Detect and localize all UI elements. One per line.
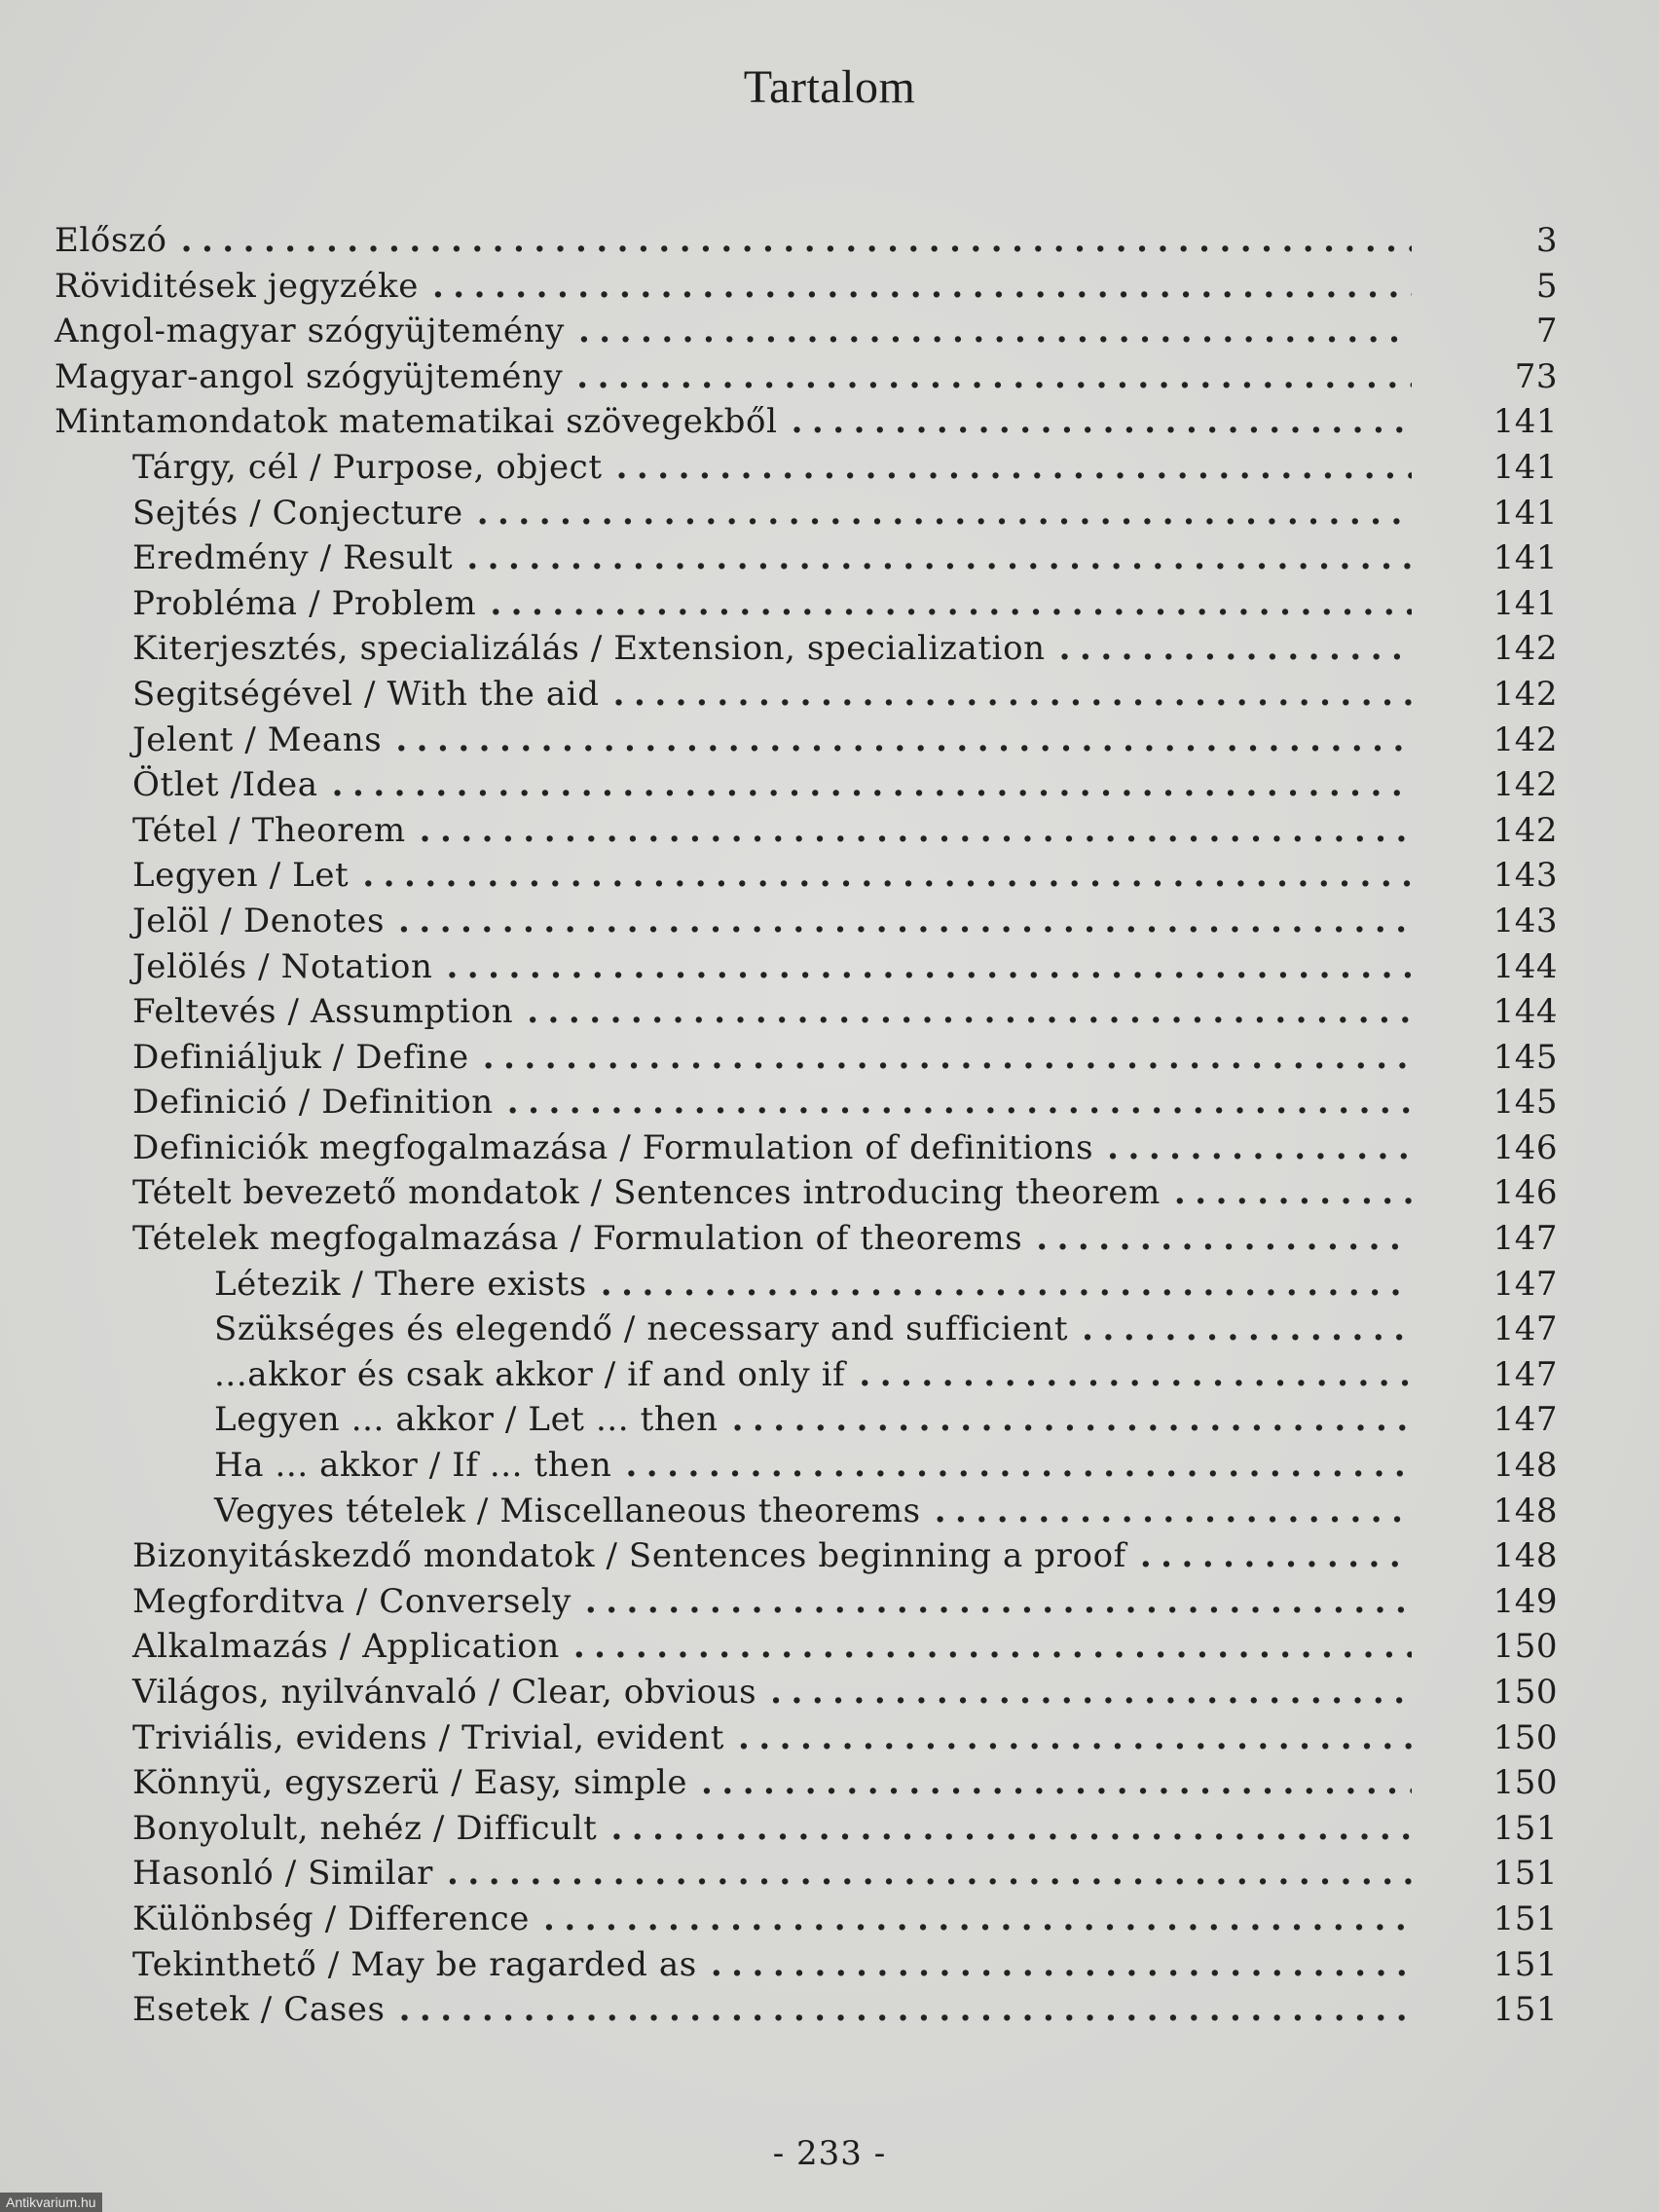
dot-leader — [935, 1489, 1412, 1533]
toc-entry-page-number: 144 — [1493, 992, 1558, 1032]
toc-entry-label: Megforditva / Conversely — [132, 1581, 571, 1621]
toc-entry-label: Definiáljuk / Define — [132, 1037, 469, 1077]
dot-leader — [398, 899, 1412, 943]
toc-entry-label: Tétel / Theorem — [132, 810, 406, 850]
toc-entry-label: Hasonló / Similar — [132, 1854, 434, 1894]
toc-entry-label: Legyen ... akkor / Let ... then — [214, 1400, 719, 1440]
toc-entry-page-number: 142 — [1493, 765, 1558, 805]
toc-entry-label: Különbség / Difference — [132, 1899, 531, 1938]
toc-entry-label: Szükséges és elegendő / necessary and sufficient — [214, 1309, 1069, 1349]
toc-entry-page-number: 141 — [1493, 493, 1558, 533]
toc-entry-label: Röviditések jegyzéke — [55, 266, 419, 306]
toc-entry — [55, 989, 1558, 1035]
dot-leader — [507, 1080, 1412, 1124]
toc-entry-page-number: 148 — [1493, 1446, 1558, 1486]
dot-leader — [613, 672, 1412, 717]
toc-entry-page-number: 145 — [1493, 1037, 1558, 1077]
dot-leader — [701, 1760, 1412, 1805]
toc-entry — [55, 1080, 1558, 1125]
toc-entry-label: Tárgy, cél / Purpose, object — [132, 447, 603, 487]
dot-leader — [399, 1987, 1412, 2032]
page-number-folio: - 233 - — [772, 2134, 887, 2173]
dot-leader — [527, 989, 1412, 1034]
toc-entry-label: Sejtés / Conjecture — [132, 493, 463, 533]
watermark: Antikvarium.hu — [0, 2193, 102, 2212]
toc-entry-label: ...akkor és csak akkor / if and only if — [214, 1354, 846, 1394]
toc-entry-page-number: 148 — [1493, 1536, 1558, 1576]
dot-leader — [625, 1443, 1412, 1488]
dot-leader — [576, 354, 1412, 399]
toc-entry — [55, 399, 1558, 445]
dot-leader — [543, 1897, 1412, 1941]
toc-entry-label: Ötlet /Idea — [132, 765, 318, 805]
page-title: Tartalom — [743, 61, 916, 113]
toc-entry — [55, 853, 1558, 899]
toc-entry-label: Bonyolult, nehéz / Difficult — [132, 1808, 598, 1848]
dot-leader — [573, 1624, 1412, 1669]
toc-entry-page-number: 73 — [1514, 356, 1558, 396]
toc-entry — [55, 491, 1558, 536]
toc-entry-label: Tételek megfogalmazása / Formulation of theorems — [132, 1219, 1023, 1259]
toc-entry-page-number: 142 — [1493, 719, 1558, 759]
toc-entry-page-number: 151 — [1493, 1808, 1558, 1848]
toc-entry — [55, 626, 1558, 672]
toc-entry — [55, 808, 1558, 854]
toc-entry — [55, 1624, 1558, 1670]
toc-entry — [55, 1806, 1558, 1852]
toc-entry — [55, 1170, 1558, 1216]
toc-entry-page-number: 147 — [1493, 1264, 1558, 1304]
toc-entry-label: Triviális, evidens / Trivial, evident — [132, 1717, 724, 1757]
dot-leader — [792, 399, 1412, 444]
toc-entry-page-number: 151 — [1493, 1854, 1558, 1894]
toc-entry — [55, 944, 1558, 990]
toc-entry-label: Jelöl / Denotes — [132, 901, 386, 940]
toc-entry — [55, 1897, 1558, 1942]
toc-entry-page-number: 149 — [1493, 1581, 1558, 1621]
toc-entry-page-number: 141 — [1493, 447, 1558, 487]
dot-leader — [432, 264, 1412, 309]
toc-entry — [55, 1851, 1558, 1897]
toc-entry — [55, 1216, 1558, 1262]
toc-entry-page-number: 147 — [1493, 1354, 1558, 1394]
toc-entry-page-number: 151 — [1493, 1944, 1558, 1984]
dot-leader — [332, 762, 1412, 807]
toc-entry — [55, 1533, 1558, 1579]
dot-leader — [616, 445, 1412, 490]
dot-leader — [483, 1035, 1412, 1080]
toc-entry — [55, 1987, 1558, 2033]
toc-entry-label: Könnyü, egyszerü / Easy, simple — [132, 1763, 688, 1803]
toc-entry-label: Kiterjesztés, specializálás / Extension, specialization — [132, 629, 1046, 669]
toc-entry-page-number: 146 — [1493, 1173, 1558, 1213]
toc-entry-label: Mintamondatok matematikai szövegekből — [55, 402, 778, 442]
toc-entry-page-number: 144 — [1493, 946, 1558, 986]
toc-entry — [55, 1942, 1558, 1988]
toc-entry-page-number: 146 — [1493, 1127, 1558, 1167]
dot-leader — [477, 491, 1412, 535]
toc-entry — [55, 1035, 1558, 1081]
toc-entry-label: Előszó — [55, 221, 167, 260]
toc-entry-label: Alkalmazás / Application — [132, 1627, 560, 1667]
dot-leader — [601, 1262, 1412, 1307]
toc-entry — [55, 1352, 1558, 1398]
toc-entry-page-number: 151 — [1493, 1899, 1558, 1938]
toc-entry-label: Vegyes tételek / Miscellaneous theorems — [214, 1491, 921, 1530]
toc-entry — [55, 1760, 1558, 1806]
toc-entry-label: Világos, nyilvánvaló / Clear, obvious — [132, 1673, 757, 1712]
dot-leader — [1082, 1307, 1412, 1351]
dot-leader — [1036, 1216, 1412, 1261]
toc-entry — [55, 581, 1558, 627]
toc-entry-page-number: 151 — [1493, 1990, 1558, 2030]
dot-leader — [610, 1806, 1412, 1851]
dot-leader — [578, 309, 1412, 353]
toc-entry-page-number: 147 — [1493, 1309, 1558, 1349]
toc-entry-page-number: 148 — [1493, 1491, 1558, 1530]
toc-entry — [55, 1125, 1558, 1171]
toc-entry — [55, 1670, 1558, 1715]
toc-entry-page-number: 150 — [1493, 1627, 1558, 1667]
toc-entry-page-number: 141 — [1493, 538, 1558, 578]
toc-entry — [55, 1397, 1558, 1443]
toc-entry-label: Angol-magyar szógyüjtemény — [55, 312, 565, 351]
toc-entry — [55, 1307, 1558, 1352]
toc-entry-page-number: 145 — [1493, 1083, 1558, 1123]
dot-leader — [446, 944, 1412, 989]
dot-leader — [1140, 1533, 1412, 1578]
toc-entry — [55, 535, 1558, 581]
toc-entry-label: Eredmény / Result — [132, 538, 454, 578]
toc-entry-label: Ha ... akkor / If ... then — [214, 1446, 612, 1486]
toc-entry — [55, 762, 1558, 808]
dot-leader — [711, 1942, 1412, 1987]
toc-entry-page-number: 3 — [1535, 221, 1558, 260]
toc-entry — [55, 672, 1558, 718]
toc-entry-label: Tekinthető / May be ragarded as — [132, 1944, 697, 1984]
dot-leader — [1174, 1170, 1412, 1215]
toc-entry-page-number: 143 — [1493, 901, 1558, 940]
toc-entry-page-number: 147 — [1493, 1219, 1558, 1259]
dot-leader — [859, 1352, 1412, 1397]
dot-leader — [362, 853, 1412, 898]
toc-entry-label: Probléma / Problem — [132, 583, 477, 623]
toc-entry-page-number: 142 — [1493, 810, 1558, 850]
table-of-contents — [55, 218, 1558, 2033]
toc-entry — [55, 218, 1558, 264]
toc-entry-page-number: 147 — [1493, 1400, 1558, 1440]
toc-entry — [55, 899, 1558, 944]
dot-leader — [420, 808, 1412, 853]
toc-entry-label: Definiciók megfogalmazása / Formulation of definitions — [132, 1127, 1094, 1167]
dot-leader — [181, 218, 1412, 263]
toc-entry-page-number: 7 — [1535, 312, 1558, 351]
dot-leader — [738, 1715, 1412, 1760]
toc-entry-label: Jelent / Means — [132, 719, 383, 759]
toc-entry — [55, 445, 1558, 491]
toc-entry — [55, 1262, 1558, 1308]
toc-entry-page-number: 150 — [1493, 1763, 1558, 1803]
dot-leader — [466, 535, 1412, 580]
toc-entry-page-number: 142 — [1493, 629, 1558, 669]
toc-entry — [55, 1443, 1558, 1489]
toc-entry-label: Segitségével / With the aid — [132, 674, 600, 714]
toc-entry-label: Esetek / Cases — [132, 1990, 386, 2030]
toc-entry-label: Feltevés / Assumption — [132, 992, 514, 1032]
toc-entry — [55, 1715, 1558, 1761]
toc-entry-page-number: 141 — [1493, 583, 1558, 623]
toc-entry — [55, 354, 1558, 400]
toc-entry-page-number: 143 — [1493, 856, 1558, 896]
toc-entry-page-number: 142 — [1493, 674, 1558, 714]
toc-entry — [55, 1579, 1558, 1625]
toc-entry — [55, 309, 1558, 354]
toc-entry — [55, 1489, 1558, 1534]
toc-entry-label: Magyar-angol szógyüjtemény — [55, 356, 564, 396]
dot-leader — [1059, 626, 1412, 671]
toc-entry-label: Létezik / There exists — [214, 1264, 587, 1304]
dot-leader — [1107, 1125, 1412, 1170]
toc-entry — [55, 718, 1558, 763]
dot-leader — [732, 1397, 1412, 1442]
toc-entry-label: Tételt bevezető mondatok / Sentences introducing theorem — [132, 1173, 1161, 1213]
dot-leader — [770, 1670, 1412, 1714]
toc-entry-label: Legyen / Let — [132, 856, 350, 896]
toc-entry-page-number: 150 — [1493, 1717, 1558, 1757]
toc-entry-page-number: 150 — [1493, 1673, 1558, 1712]
toc-entry-page-number: 141 — [1493, 402, 1558, 442]
dot-leader — [395, 718, 1412, 762]
toc-entry-label: Definició / Definition — [132, 1083, 494, 1123]
dot-leader — [585, 1579, 1412, 1624]
toc-entry-label: Jelölés / Notation — [132, 946, 433, 986]
toc-entry-page-number: 5 — [1535, 266, 1558, 306]
dot-leader — [447, 1851, 1412, 1896]
toc-entry-label: Bizonyitáskezdő mondatok / Sentences beginning a proof — [132, 1536, 1126, 1576]
toc-entry — [55, 264, 1558, 310]
dot-leader — [490, 581, 1412, 626]
